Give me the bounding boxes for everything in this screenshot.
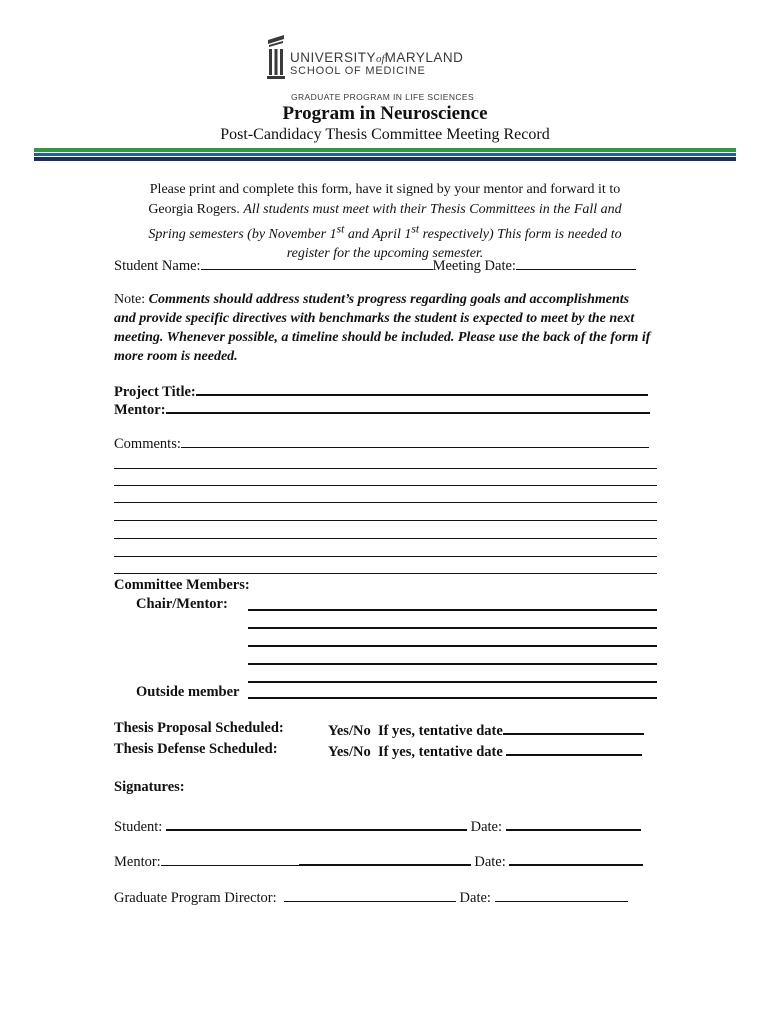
thesis-proposal-label: Thesis Proposal Scheduled:	[114, 720, 284, 736]
mentor-signature-row	[114, 851, 643, 871]
comments-line[interactable]	[114, 468, 657, 469]
committee-member-field[interactable]	[248, 627, 657, 629]
graduate-program-label: GRADUATE PROGRAM IN LIFE SCIENCES	[291, 92, 475, 102]
mentor-date-field[interactable]	[509, 851, 643, 866]
director-signature-field[interactable]	[284, 888, 456, 902]
thesis-proposal-row	[328, 720, 644, 740]
student-date-field[interactable]	[506, 816, 641, 831]
mentor-label: Mentor:	[114, 402, 166, 418]
mentor-row	[114, 399, 650, 419]
student-name-label: Student Name:	[114, 258, 201, 274]
student-signature-row	[114, 816, 641, 836]
header-divider	[34, 148, 736, 161]
committee-member-field[interactable]	[248, 663, 657, 665]
defense-tentative-label: If yes, tentative date	[377, 744, 503, 760]
director-date-field[interactable]	[495, 888, 628, 902]
committee-member-field[interactable]	[248, 681, 657, 683]
comments-field[interactable]	[181, 434, 649, 448]
page-subtitle: Post-Candidacy Thesis Committee Meeting Record	[220, 126, 550, 143]
committee-heading: Committee Members:	[114, 577, 250, 593]
student-name-field[interactable]	[201, 256, 433, 270]
university-seal-icon	[266, 34, 286, 80]
comments-line[interactable]	[114, 520, 657, 521]
student-signature-field[interactable]	[166, 816, 467, 831]
director-date-label: Date:	[459, 890, 491, 906]
meeting-date-label: Meeting Date:	[432, 258, 516, 274]
comments-row	[114, 434, 649, 453]
logo-school-name: SCHOOL OF MEDICINE	[290, 65, 426, 77]
mentor-signature-label: Mentor:	[114, 854, 161, 870]
mentor-field[interactable]	[166, 399, 650, 414]
chair-mentor-field[interactable]	[248, 609, 657, 611]
director-signature-row	[114, 888, 628, 907]
thesis-defense-label: Thesis Defense Scheduled:	[114, 741, 278, 757]
project-title-field[interactable]	[196, 381, 648, 396]
comments-line[interactable]	[114, 485, 657, 486]
signatures-heading: Signatures:	[114, 779, 185, 795]
comments-line[interactable]	[114, 556, 657, 557]
proposal-date-field[interactable]	[503, 720, 644, 735]
defense-date-field[interactable]	[506, 741, 642, 756]
thesis-defense-row	[328, 741, 642, 761]
comments-line[interactable]	[114, 502, 657, 503]
student-date-label: Date:	[470, 819, 502, 835]
student-signature-label: Student:	[114, 819, 163, 835]
comments-label: Comments:	[114, 436, 181, 452]
chair-mentor-label: Chair/Mentor:	[136, 596, 228, 612]
comments-line[interactable]	[114, 538, 657, 539]
committee-member-field[interactable]	[248, 645, 657, 647]
comments-line[interactable]	[114, 573, 657, 574]
proposal-yes-no[interactable]: Yes/No	[328, 723, 371, 739]
page-title: Program in Neuroscience	[282, 103, 488, 124]
instructions-paragraph: Please print and complete this form, have it signed by your mentor and forward it to Georgia Rogers. All students must meet with their Thesis Committees in the Fall and Spring semesters (by November 1st and April 1st respectively) This form is needed to register for the upcoming semester.	[148, 182, 622, 262]
director-signature-label: Graduate Program Director:	[114, 890, 277, 906]
outside-member-field[interactable]	[248, 697, 657, 699]
project-title-row	[114, 381, 648, 401]
mentor-signature-field-a[interactable]	[161, 852, 299, 866]
meeting-date-field[interactable]	[516, 256, 636, 270]
defense-yes-no[interactable]: Yes/No	[328, 744, 371, 760]
proposal-tentative-label: If yes, tentative date	[377, 723, 503, 739]
logo-university-name: UNIVERSITYofMARYLAND	[290, 50, 464, 65]
note-paragraph: Note: Comments should address student’s progress regarding goals and accomplishments and provide specific directives with benchmarks the student is expected to meet by the next meeting. Whenever possible, a timeline should be included. Please use the back of the form if more room is needed.	[114, 292, 651, 364]
mentor-signature-field-b[interactable]	[299, 851, 471, 866]
mentor-date-label: Date:	[474, 854, 506, 870]
outside-member-label: Outside member	[136, 684, 240, 700]
student-name-row	[114, 256, 636, 275]
project-title-label: Project Title:	[114, 384, 196, 400]
